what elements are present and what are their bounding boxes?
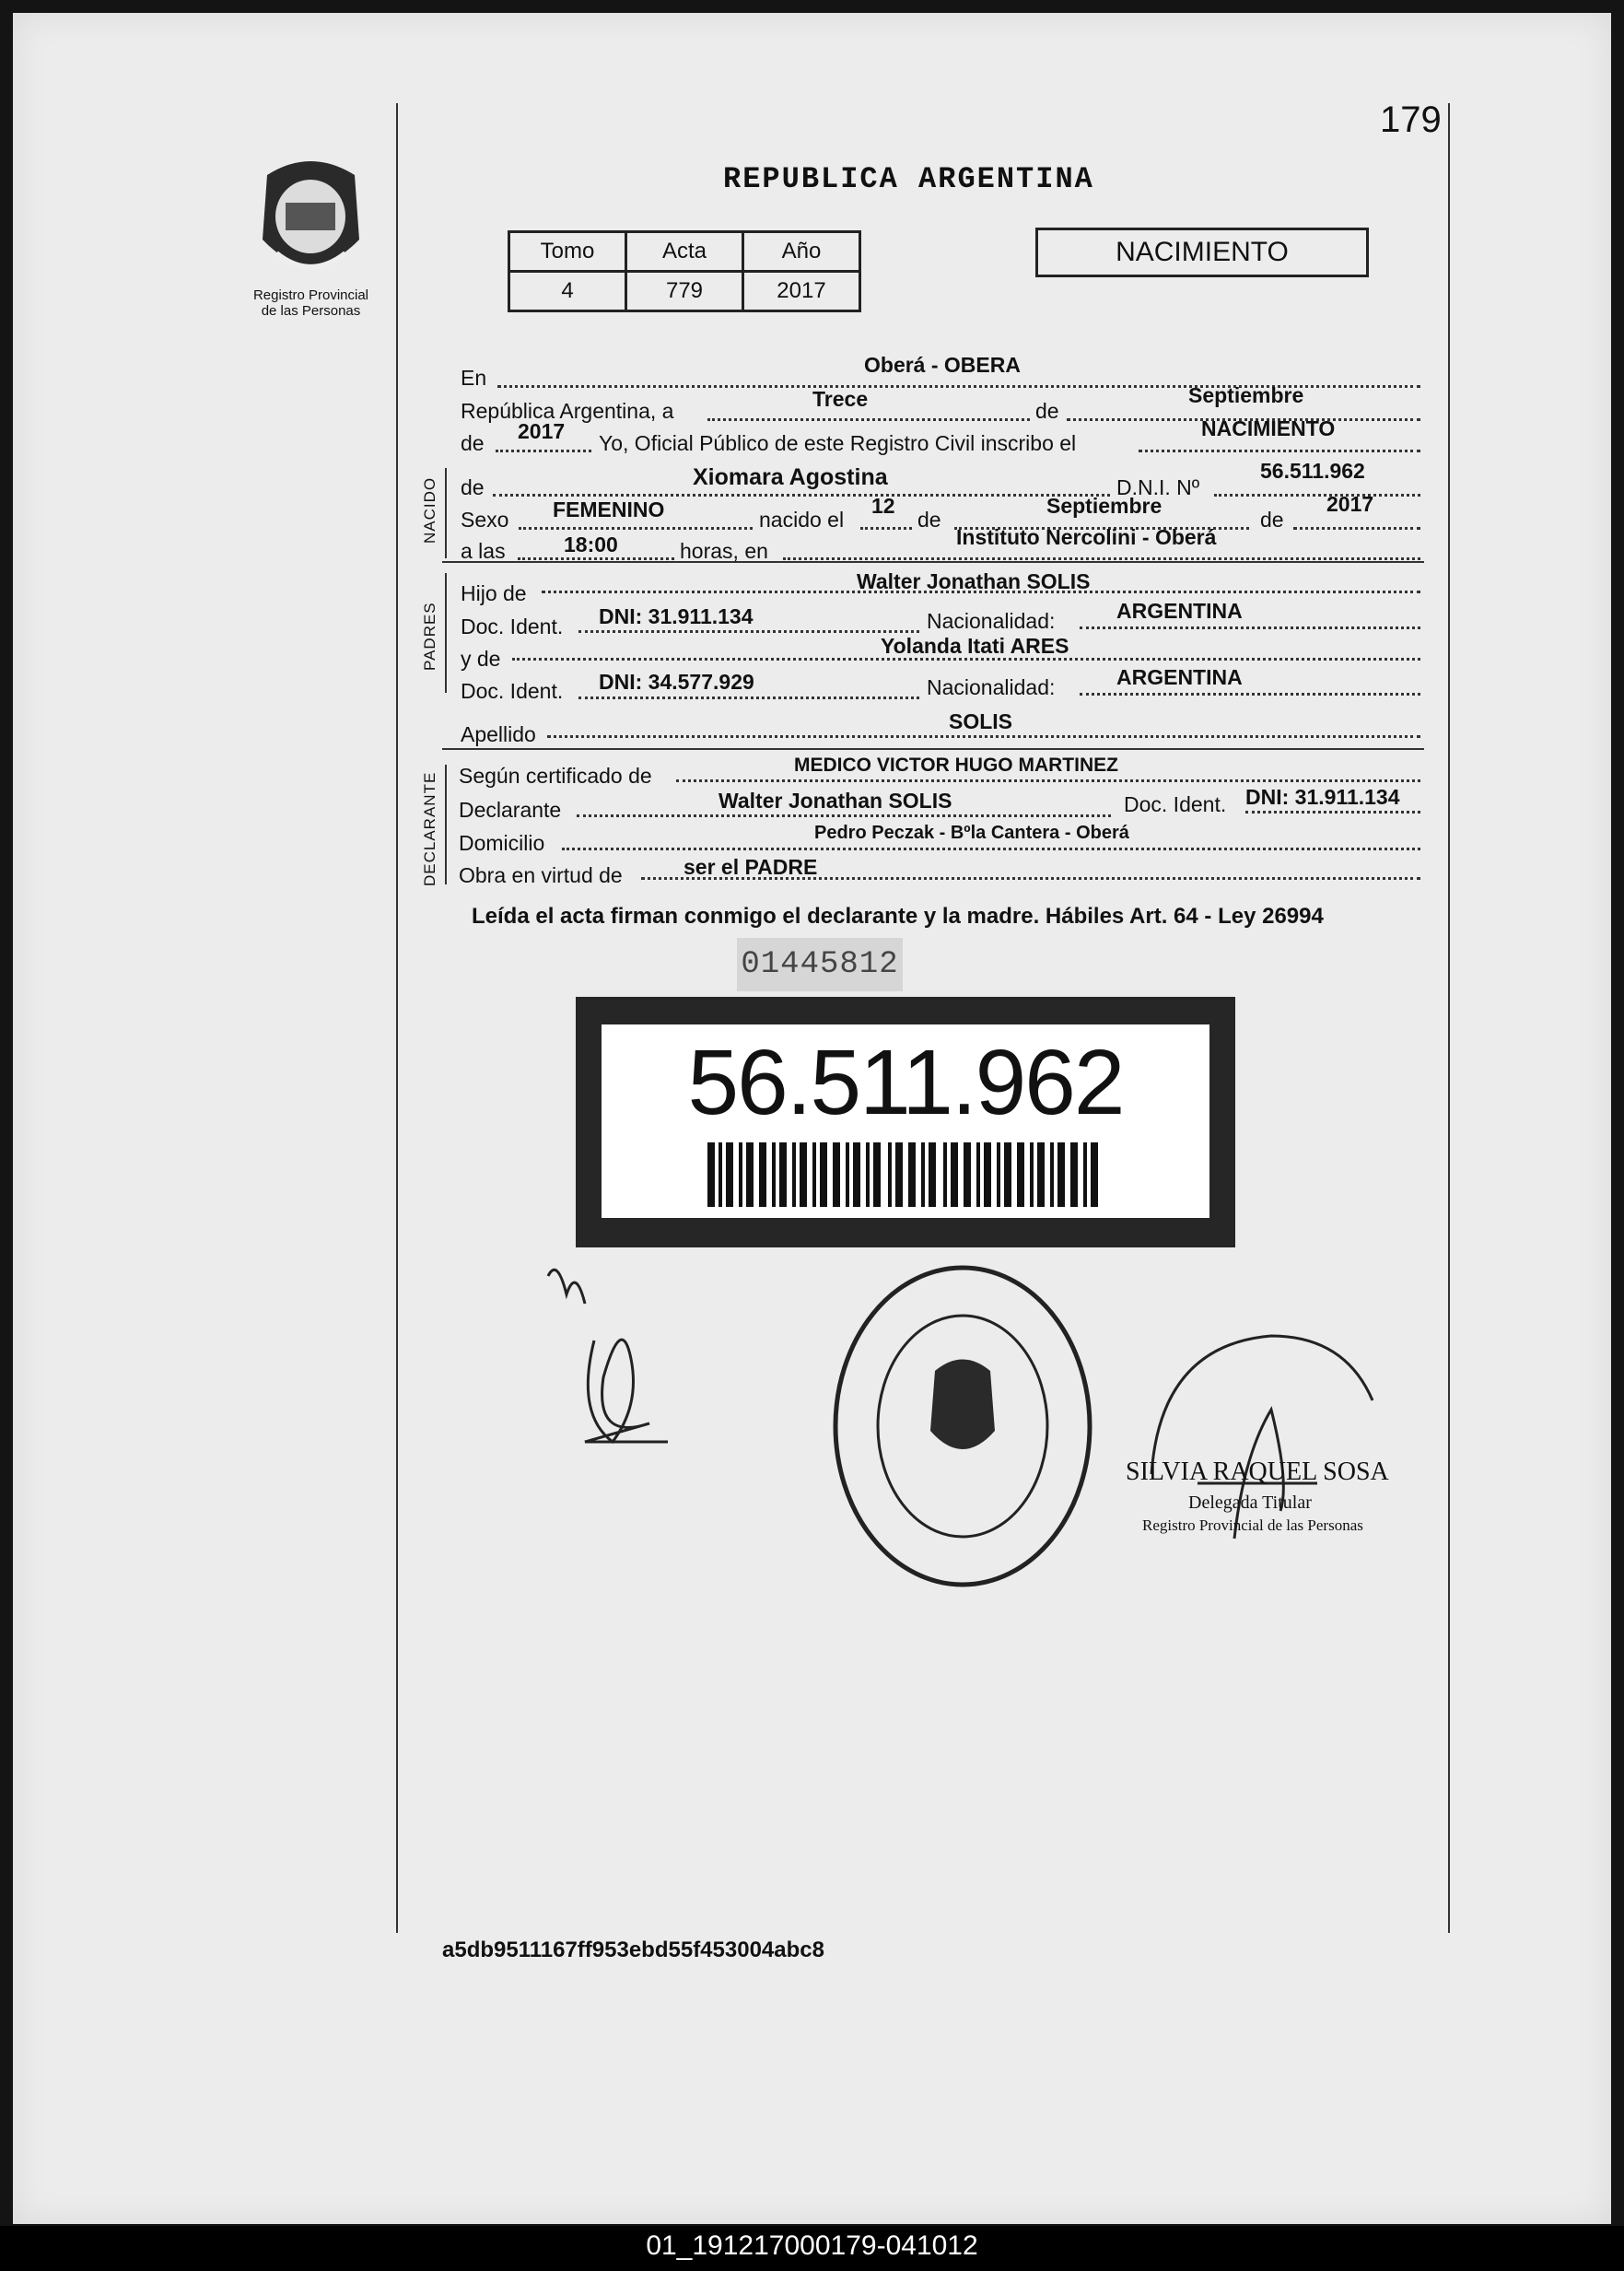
year-value: 2017 [518, 419, 566, 443]
signer-name: SILVIA RAQUEL SOSA [1126, 1457, 1389, 1486]
right-margin-line [1448, 103, 1450, 1933]
logo-caption-line1: Registro Provincial [252, 287, 369, 303]
nacido-de-label: de [461, 475, 485, 499]
apellido-label: Apellido [461, 722, 536, 746]
nacido-section-label: NACIDO [421, 476, 438, 544]
hijo-de-label: Hijo de [461, 581, 527, 605]
sexo-label: Sexo [461, 508, 509, 532]
father-doc-value: DNI: 31.911.134 [599, 604, 754, 628]
provincia-misiones-crest-icon [249, 152, 373, 281]
section-separator [442, 748, 1424, 750]
en-label: En [461, 366, 487, 390]
dotted-line [707, 418, 1030, 421]
obra-value: ser el PADRE [683, 855, 818, 879]
declarante-name-value: Walter Jonathan SOLIS [719, 789, 952, 813]
father-name-value: Walter Jonathan SOLIS [857, 569, 1091, 593]
nacido-el-label: nacido el [759, 508, 845, 532]
child-name-value: Xiomara Agostina [693, 464, 888, 490]
dni-sticker-number: 56.511.962 [687, 1031, 1124, 1134]
day-value: Trece [812, 387, 869, 411]
dotted-line [577, 814, 1111, 817]
doc-ident-label-3: Doc. Ident. [1124, 792, 1227, 816]
table-value-ano: 2017 [743, 272, 860, 311]
birth-place-value: Instituto Nercolini - Oberá [956, 525, 1217, 549]
dni-sticker [576, 997, 1235, 1247]
dotted-line [493, 494, 1110, 497]
official-text: Yo, Oficial Público de este Registro Civil inscribo el [599, 431, 1077, 455]
nacionalidad-label-2: Nacionalidad: [927, 675, 1056, 699]
obra-label: Obra en virtud de [459, 863, 623, 887]
dotted-line [676, 779, 1420, 782]
domicilio-value: Pedro Peczak - Bºla Cantera - Oberá [814, 823, 1129, 843]
section-separator [442, 561, 1424, 563]
republica-label: República Argentina, a [461, 399, 674, 423]
footer-id: 01_191217000179-041012 [646, 2230, 978, 2261]
dotted-line [1080, 626, 1420, 629]
table-header-tomo: Tomo [509, 232, 626, 272]
dotted-line [547, 735, 1420, 738]
page-number: 179 [1380, 100, 1442, 140]
left-margin-line [396, 103, 398, 1933]
certificado-value: MEDICO VICTOR HUGO MARTINEZ [794, 755, 1118, 776]
a-las-label: a las [461, 539, 506, 563]
mother-nationality-value: ARGENTINA [1116, 665, 1243, 689]
signer-role: Delegada Titular [1188, 1493, 1312, 1513]
serial-number: 01445812 [737, 938, 903, 991]
dotted-line [496, 450, 591, 452]
logo-caption-line2: de las Personas [261, 303, 361, 319]
mother-doc-value: DNI: 34.577.929 [599, 670, 754, 694]
declarante-section-label: DECLARANTE [421, 771, 438, 886]
nacionalidad-label: Nacionalidad: [927, 609, 1056, 633]
sexo-value: FEMENINO [553, 498, 665, 521]
table-header-acta: Acta [626, 232, 743, 272]
signer-org: Registro Provincial de las Personas [1142, 1516, 1363, 1534]
declarante-label: Declarante [459, 798, 562, 822]
padres-section-label: PADRES [421, 602, 438, 671]
dotted-line [1245, 811, 1420, 814]
declarante-doc-value: DNI: 31.911.134 [1245, 785, 1400, 809]
doc-ident-label-2: Doc. Ident. [461, 679, 564, 703]
dotted-line [519, 527, 753, 530]
dotted-line [1080, 693, 1420, 696]
birth-day-value: 12 [871, 494, 895, 518]
legal-text: Leída el acta firman conmigo el declarante y la madre. Hábiles Art. 64 - Ley 26994 [472, 904, 1324, 929]
document-title: REPUBLICA ARGENTINA [723, 162, 1094, 196]
doc-ident-label: Doc. Ident. [461, 615, 564, 638]
apellido-value: SOLIS [949, 709, 1013, 733]
table-value-tomo: 4 [509, 272, 626, 311]
horas-label: horas, en [680, 539, 768, 563]
father-nationality-value: ARGENTINA [1116, 599, 1243, 623]
segun-certificado-label: Según certificado de [459, 764, 652, 788]
section-divider [445, 573, 447, 693]
dotted-line [1139, 450, 1420, 452]
dotted-line [860, 527, 912, 530]
logo-caption [235, 287, 387, 319]
birth-year-value: 2017 [1326, 492, 1374, 516]
barcode-icon [707, 1142, 1104, 1207]
section-divider [445, 765, 447, 884]
registry-table [508, 230, 861, 312]
de-label: de [1035, 399, 1059, 423]
month-value: Septiembre [1188, 383, 1304, 407]
mother-name-value: Yolanda Itati ARES [881, 634, 1069, 658]
birth-time-value: 18:00 [564, 533, 618, 556]
de2-label: de [461, 431, 485, 455]
dni-sticker-label [602, 1024, 1209, 1218]
record-type-box: NACIMIENTO [1035, 228, 1369, 277]
birth-month-value: Septiembre [1046, 494, 1163, 518]
dotted-line [562, 848, 1420, 850]
signature-left-icon [539, 1258, 723, 1497]
dotted-line [1293, 527, 1420, 530]
child-dni-value: 56.511.962 [1260, 459, 1365, 483]
de-label-3: de [1260, 508, 1284, 532]
inscription-value: NACIMIENTO [1201, 416, 1336, 440]
y-de-label: y de [461, 647, 501, 671]
dotted-line [518, 557, 674, 560]
dotted-line [578, 697, 919, 699]
registry-seal-icon [829, 1260, 1096, 1592]
de-label-2: de [917, 508, 941, 532]
document-hash: a5db9511167ff953ebd55f453004abc8 [442, 1937, 824, 1962]
table-header-ano: Año [743, 232, 860, 272]
dotted-line [783, 557, 1420, 560]
en-value: Oberá - OBERA [864, 353, 1021, 377]
table-value-acta: 779 [626, 272, 743, 311]
domicilio-label: Domicilio [459, 831, 545, 855]
dotted-line [578, 630, 919, 633]
dni-label: D.N.I. Nº [1116, 475, 1200, 499]
dotted-line [1214, 494, 1420, 497]
section-divider [445, 468, 447, 558]
